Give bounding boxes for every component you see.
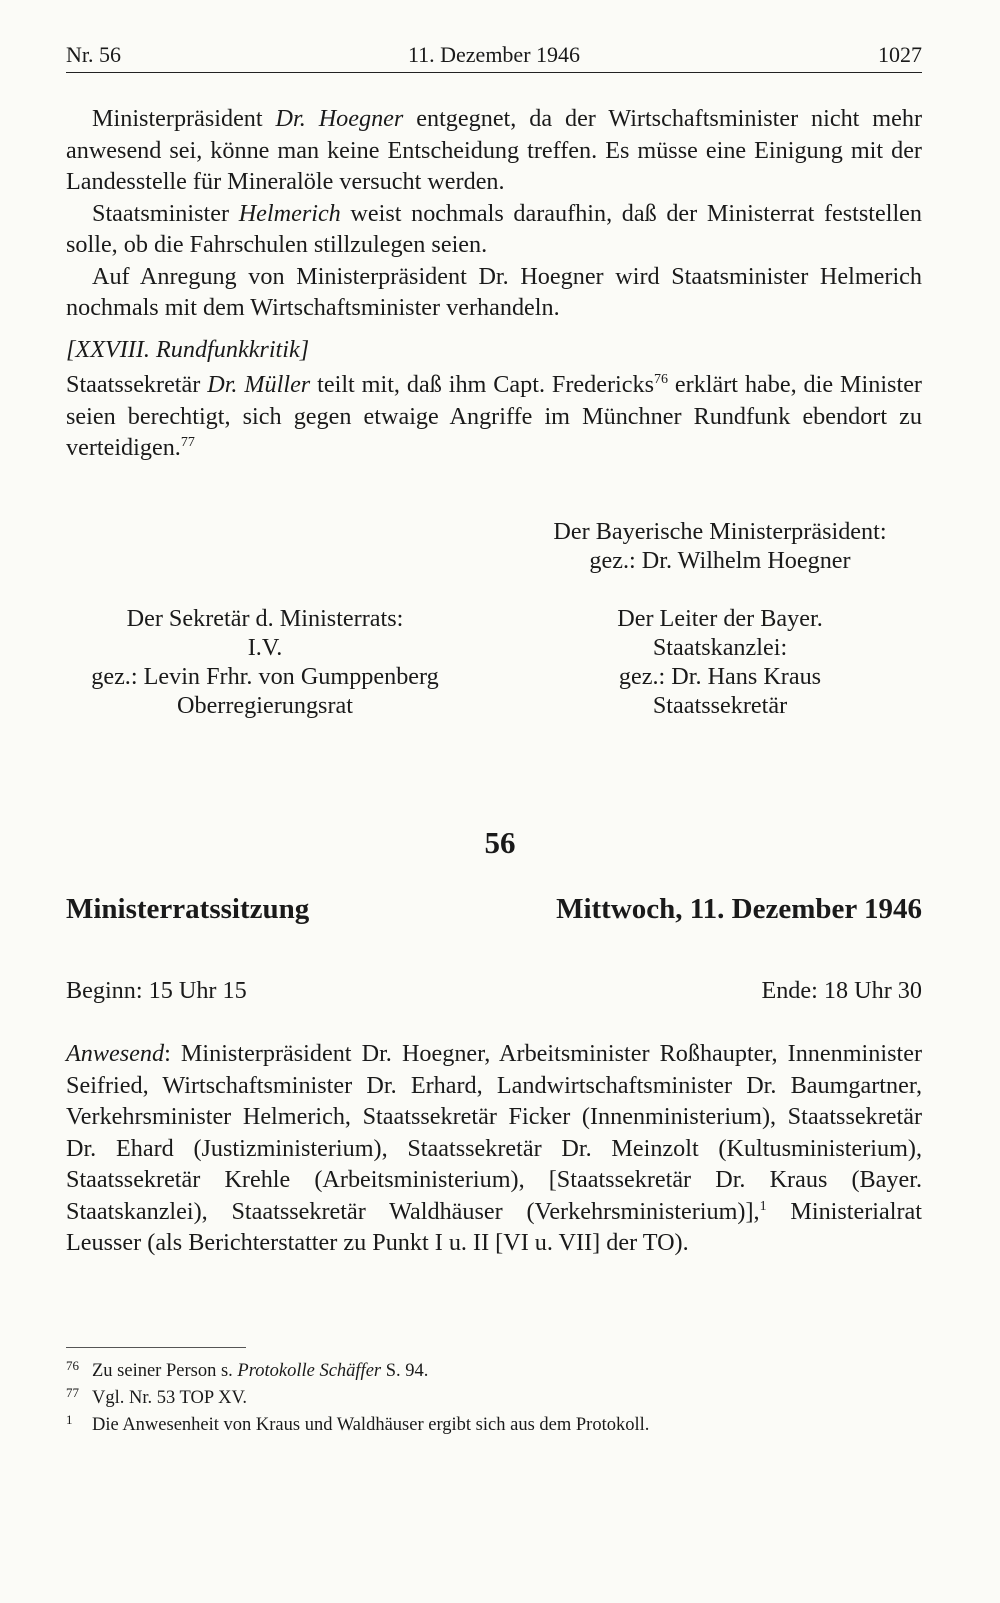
footnote-ref: 1	[759, 1198, 767, 1214]
running-header	[66, 38, 922, 73]
speaker-name: Dr. Müller	[207, 371, 311, 398]
session-date: Mittwoch, 11. Dezember 1946	[556, 893, 922, 925]
paragraph-rundfunk: Staatssekretär Dr. Müller teilt mit, daß ihm Capt. Fredericks$^{76}$ erklärt habe, die Minister seien berechtigt, sich gegen etwaige Angriffe im Münchner Rundfunk ebendort zu verteidigen.$^{77}$	[66, 371, 922, 461]
signature-staatskanzlei: Der Leiter der Bayer. Staatskanzlei: gez.: Dr. Hans Kraus Staatssekretär	[617, 605, 823, 719]
body-text-top	[66, 103, 922, 464]
section-heading: [XXVIII. Rundfunkkritik]	[66, 335, 310, 363]
signature-secretary: Der Sekretär d. Ministerrats: I.V. gez.: Levin Frhr. von Gumppenberg Oberregierungsrat	[91, 605, 439, 719]
footnote-1: 1 Die Anwesenheit von Kraus und Waldhäuser ergibt sich aus dem Protokoll.	[66, 1412, 650, 1435]
session-title: Ministerratssitzung	[66, 893, 310, 925]
session-number: 56	[484, 825, 516, 860]
paragraph-helmerich: Staatsminister Helmerich weist nochmals daraufhin, daß der Ministerrat feststellen solle, ob die Fahrschulen stillzulegen seien.	[66, 199, 923, 258]
signature-ministerpraesident: Der Bayerische Ministerpräsident: gez.: Dr. Wilhelm Hoegner	[553, 518, 887, 574]
footnote-divider	[66, 1347, 246, 1348]
speaker-name: Dr. Hoegner	[275, 105, 404, 132]
footnotes	[66, 1358, 926, 1439]
speaker-name: Helmerich	[238, 199, 341, 227]
attendance-paragraph: Anwesend: Ministerpräsident Dr. Hoegner, Arbeitsminister Roßhaupter, Innenminister Seifried, Wirtschaftsminister Dr. Erhard, Landwirtschaftsminister Dr. Baumgartner, Verkehrsminister Helmerich, Staatssekretär Ficker (Innenministerium), Staatssekretär Dr. Ehard (Justizministerium), Staatssekretär Dr. Meinzolt (Kultusministerium), Staatssekretär Krehle (Arbeitsministerium), [Staatssekretär Dr. Kraus (Bayer. Staatskanzlei), Staatssekretär Waldhäuser (Verkehrsministerium)],$^1$ Ministerialrat Leusser (als Berichterstatter zu Punkt I u. II [VI u. VII] der TO).	[66, 1040, 922, 1256]
header-document-number: Nr. 56	[66, 42, 121, 67]
attendance-label: Anwesend	[66, 1040, 165, 1067]
page-number: 1027	[878, 42, 922, 67]
attendance-block	[66, 1038, 922, 1259]
footnote-77: 77 Vgl. Nr. 53 TOP XV.	[66, 1385, 248, 1408]
footnote-ref: 76	[654, 372, 668, 387]
footnote-76: 76 Zu seiner Person s. Protokolle Schäffer S. 94.	[66, 1358, 429, 1381]
header-date: 11. Dezember 1946	[407, 42, 581, 67]
session-begin: Beginn: 15 Uhr 15	[66, 977, 247, 1004]
footnote-ref: 77	[180, 435, 195, 450]
paragraph-hoegner-reply: Ministerpräsident Dr. Hoegner entgegnet, da der Wirtschaftsminister nicht mehr anwesend sei, könne man keine Entscheidung treffen. Es müsse eine Einigung mit der Landesstelle für Mineralöle versucht werden.	[66, 105, 923, 195]
paragraph-resolution: Auf Anregung von Ministerpräsident Dr. Hoegner wird Staatsminister Helmerich nochmals mit dem Wirtschaftsminister verhandeln.	[66, 262, 922, 321]
session-end: Ende: 18 Uhr 30	[761, 977, 922, 1004]
